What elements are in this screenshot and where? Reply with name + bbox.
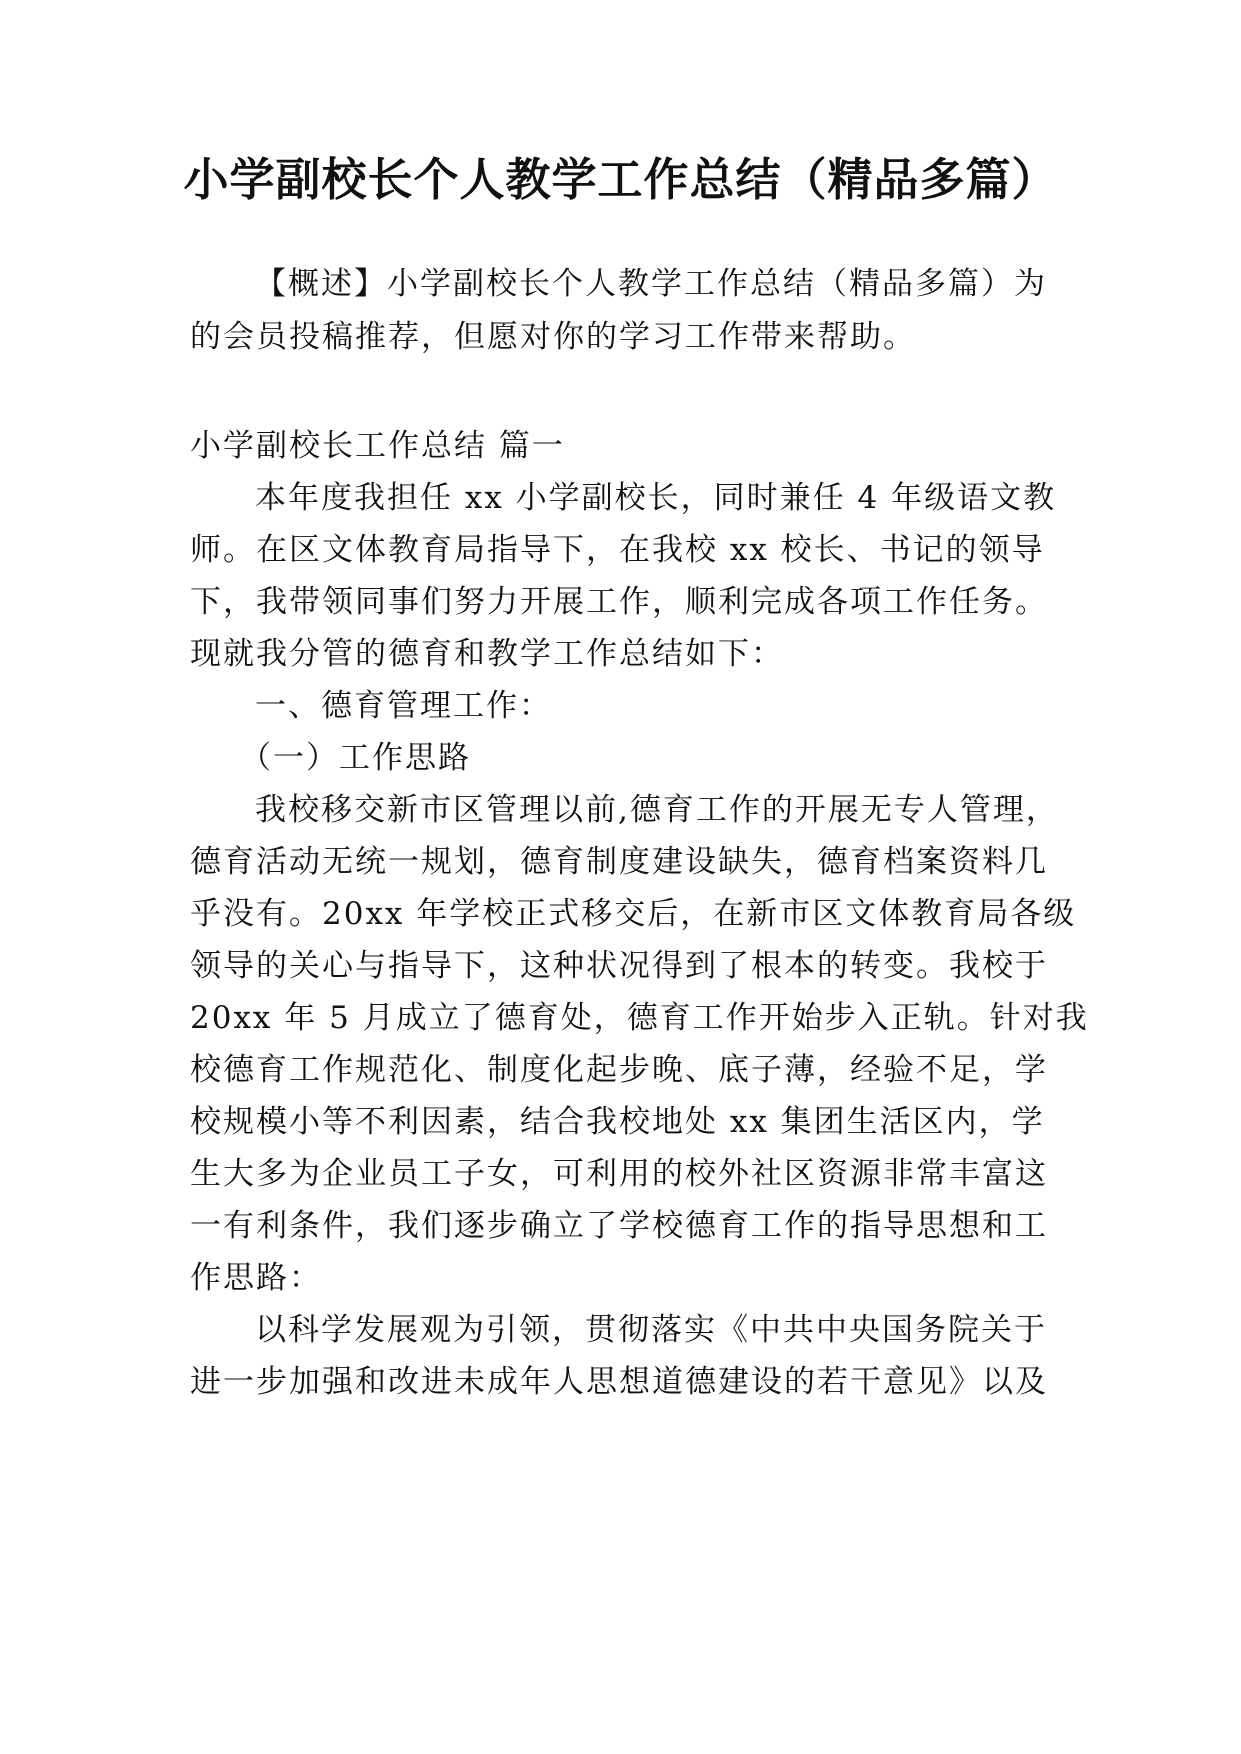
body-line: （一）工作思路 bbox=[240, 740, 471, 776]
body-line: 以科学发展观为引领，贯彻落实《中共中央国务院关于 bbox=[255, 1312, 1047, 1348]
document-title: 小学副校长个人教学工作总结（精品多篇） bbox=[183, 153, 1058, 206]
body-line: 一有利条件，我们逐步确立了学校德育工作的指导思想和工 bbox=[190, 1208, 1048, 1244]
body-line: 领导的关心与指导下，这种状况得到了根本的转变。我校于 bbox=[190, 948, 1048, 984]
body-line: 校规模小等不利因素，结合我校地处 xx 集团生活区内，学 bbox=[190, 1104, 1045, 1140]
summary-line: 的会员投稿推荐，但愿对你的学习工作带来帮助。 bbox=[190, 319, 916, 355]
body-line: 一、德育管理工作： bbox=[255, 688, 552, 724]
body-line: 进一步加强和改进未成年人思想道德建设的若干意见》以及 bbox=[190, 1364, 1048, 1400]
body-line: 校德育工作规范化、制度化起步晚、底子薄，经验不足，学 bbox=[190, 1052, 1048, 1088]
body-line: 现就我分管的德育和教学工作总结如下： bbox=[190, 636, 784, 672]
body-line: 生大多为企业员工子女，可利用的校外社区资源非常丰富这 bbox=[190, 1156, 1048, 1192]
summary-line: 【概述】小学副校长个人教学工作总结（精品多篇）为 bbox=[255, 266, 1047, 302]
body-line: 本年度我担任 xx 小学副校长，同时兼任 4 年级语文教 bbox=[255, 480, 1057, 516]
body-line: 我校移交新市区管理以前,德育工作的开展无专人管理， bbox=[255, 792, 1059, 828]
body-line: 乎没有。20xx 年学校正式移交后，在新市区文体教育局各级 bbox=[190, 896, 1077, 932]
body-line: 师。在区文体教育局指导下，在我校 xx 校长、书记的领导 bbox=[190, 532, 1045, 568]
section-heading: 小学副校长工作总结 篇一 bbox=[190, 428, 565, 464]
body-line: 20xx 年 5 月成立了德育处，德育工作开始步入正轨。针对我 bbox=[190, 1000, 1089, 1036]
body-line: 下，我带领同事们努力开展工作，顺利完成各项工作任务。 bbox=[190, 584, 1048, 620]
body-line: 作思路： bbox=[190, 1260, 322, 1296]
body-line: 德育活动无统一规划，德育制度建设缺失，德育档案资料几 bbox=[190, 844, 1048, 880]
